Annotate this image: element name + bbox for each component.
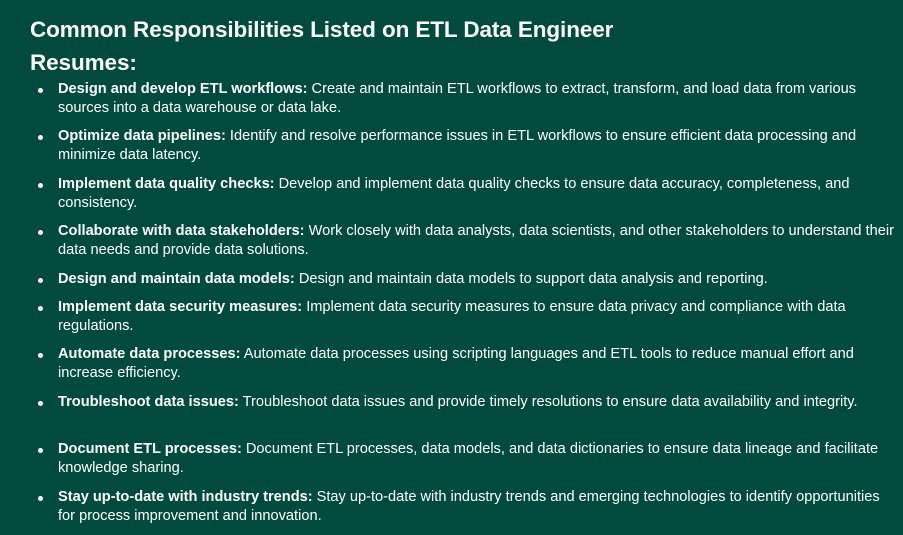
item-title: Design and maintain data models:	[58, 270, 295, 287]
bullet-icon	[38, 88, 43, 93]
list-item	[38, 488, 896, 526]
item-title: Document ETL processes:	[58, 441, 242, 458]
item-description: Automate data processes using scripting languages and ETL tools to reduce manual effort and increase efficiency.	[58, 346, 854, 382]
list-item	[38, 298, 896, 336]
bullet-icon	[38, 448, 43, 453]
list-item	[38, 80, 896, 118]
bullet-icon	[38, 401, 43, 406]
responsibilities-list	[38, 80, 896, 535]
item-description: Document ETL processes, data models, and data dictionaries to ensure data lineage and facilitate knowledge sharing.	[58, 441, 879, 477]
page-title-line-2: Resumes:	[30, 50, 137, 75]
item-description: Troubleshoot data issues and provide timely resolutions to ensure data availability and integrity.	[238, 393, 858, 410]
item-title: Stay up-to-date with industry trends:	[58, 488, 313, 505]
list-item	[38, 222, 896, 260]
item-description: Create and maintain ETL workflows to extract, transform, and load data from various sources into a data warehouse or data lake.	[58, 81, 857, 116]
item-title: Design and develop ETL workflows:	[58, 81, 308, 97]
page-title-line-1: Common Responsibilities Listed on ETL Data Engineer	[30, 17, 614, 42]
item-description: Design and maintain data models to support data analysis and reporting.	[294, 270, 768, 287]
bullet-icon	[38, 230, 43, 235]
bullet-icon	[38, 135, 43, 140]
item-description: Identify and resolve performance issues in ETL workflows to ensure efficient data processing and minimize data latency.	[58, 128, 857, 164]
item-title: Automate data processes:	[58, 346, 241, 363]
list-item	[38, 393, 896, 431]
bullet-icon	[38, 496, 43, 501]
bullet-icon	[38, 306, 43, 311]
bullet-icon	[38, 183, 43, 188]
item-description: Implement data security measures to ensure data privacy and compliance with data regulations.	[58, 298, 846, 334]
item-description: Work closely with data analysts, data scientists, and other stakeholders to understand their data needs and provide data solutions.	[58, 223, 894, 259]
item-description: Stay up-to-date with industry trends and emerging technologies to identify opportunities for process improvement and innovation.	[58, 488, 880, 524]
list-item	[38, 440, 896, 478]
list-item	[38, 270, 896, 289]
list-item	[38, 345, 896, 383]
item-title: Implement data quality checks:	[58, 175, 275, 192]
item-title: Optimize data pipelines:	[58, 128, 226, 145]
item-title: Implement data security measures:	[58, 298, 303, 315]
item-description: Develop and implement data quality checks to ensure data accuracy, completeness, and consistency.	[58, 175, 850, 211]
item-title: Collaborate with data stakeholders:	[58, 223, 305, 240]
item-title: Troubleshoot data issues:	[58, 393, 239, 410]
list-item	[38, 175, 896, 213]
bullet-icon	[38, 278, 43, 283]
page-title	[30, 13, 870, 79]
bullet-icon	[38, 353, 43, 358]
list-item	[38, 127, 896, 165]
